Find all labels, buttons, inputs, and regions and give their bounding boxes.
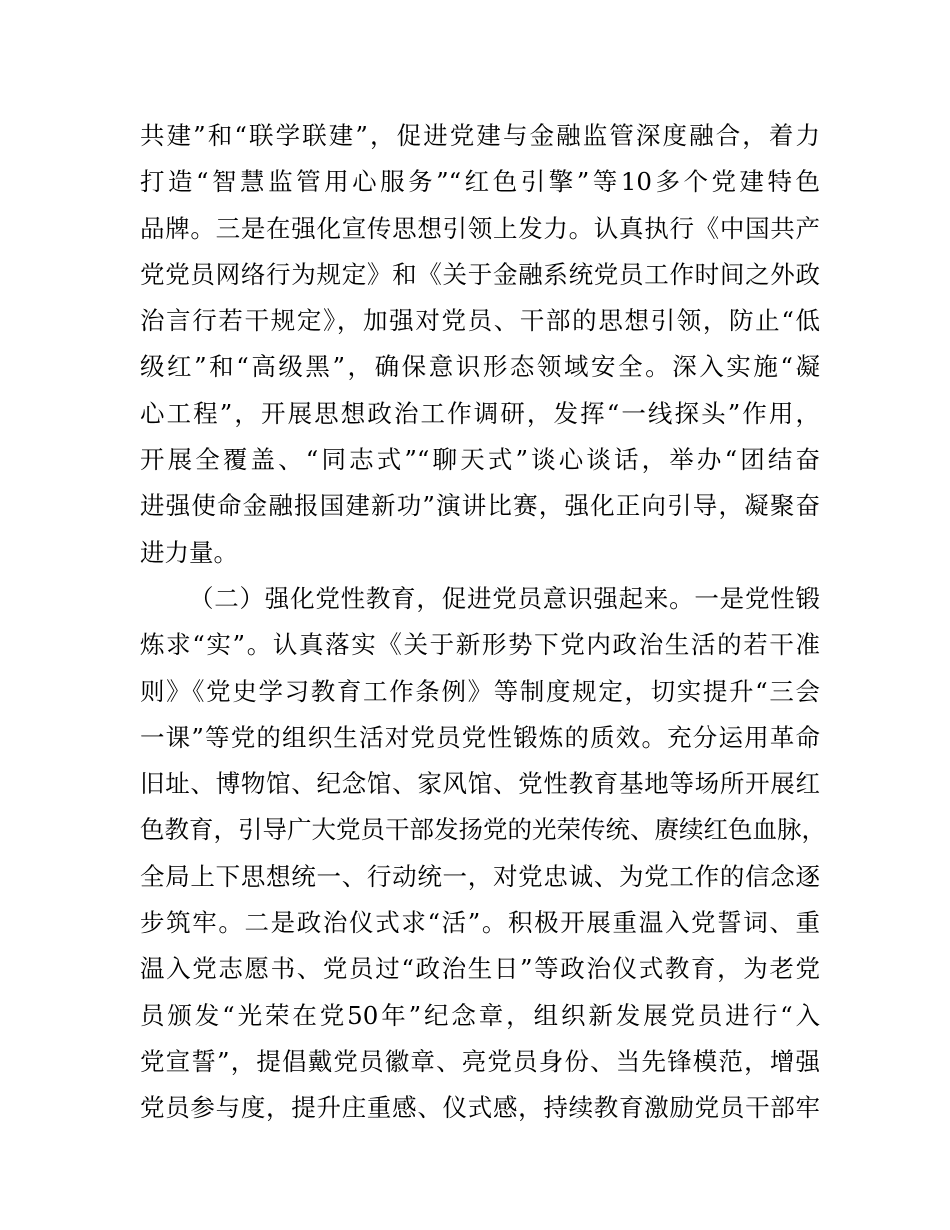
text-line: 温入党志愿书、党员过“政治生日”等政治仪式教育，为老党 [140,954,820,984]
text-line: 共建”和“联学联建”，促进党建与金融监管深度融合，着力 [140,121,820,150]
text-line: 开展全覆盖、“同志式”“聊天式”谈心谈话，举办“团结奋 [140,445,820,475]
section-heading-line: （二）强化党性教育，促进党员意识强起来。一是党性锻 [189,583,820,613]
text-line: 进力量。 [140,537,238,567]
text-line: 进强使命金融报国建新功”演讲比赛，强化正向引导，凝聚奋 [140,491,820,521]
text-line: 党员参与度，提升庄重感、仪式感，持续教育激励党员干部牢 [140,1093,820,1123]
text-line: 全局上下思想统一、行动统一，对党忠诚、为党工作的信念逐 [140,861,820,891]
text-line: 色教育，引导广大党员干部发扬党的光荣传统、赓续红色血脉， [140,815,826,845]
text-line: 品牌。三是在强化宣传思想引领上发力。认真执行《中国共产 [140,213,820,243]
text-line: 心工程”，开展思想政治工作调研，发挥“一线探头”作用， [140,398,820,428]
text-line: 炼求“实”。认真落实《关于新形势下党内政治生活的若干准 [140,630,820,660]
text-line: 党宣誓”，提倡戴党员徽章、亮党员身份、当先锋模范，增强 [140,1046,820,1076]
text-line: 级红”和“高级黑”，确保意识形态领域安全。深入实施“凝 [140,352,820,382]
text-line: 治言行若干规定》，加强对党员、干部的思想引领，防止“低 [140,306,820,336]
text-line: 打造“智慧监管用心服务”“红色引擎”等10多个党建特色 [140,167,820,197]
text-line: 员颁发“光荣在党50年”纪念章，组织新发展党员进行“入 [140,1000,820,1030]
text-line: 旧址、博物馆、纪念馆、家风馆、党性教育基地等场所开展红 [140,769,820,799]
text-line: 一课”等党的组织生活对党员党性锻炼的质效。充分运用革命 [140,722,820,752]
text-line: 则》《党史学习教育工作条例》等制度规定，切实提升“三会 [140,676,820,706]
text-line: 党党员网络行为规定》和《关于金融系统党员工作时间之外政 [140,259,820,289]
text-line: 步筑牢。二是政治仪式求“活”。积极开展重温入党誓词、重 [140,908,820,938]
body-text [140,113,826,1132]
